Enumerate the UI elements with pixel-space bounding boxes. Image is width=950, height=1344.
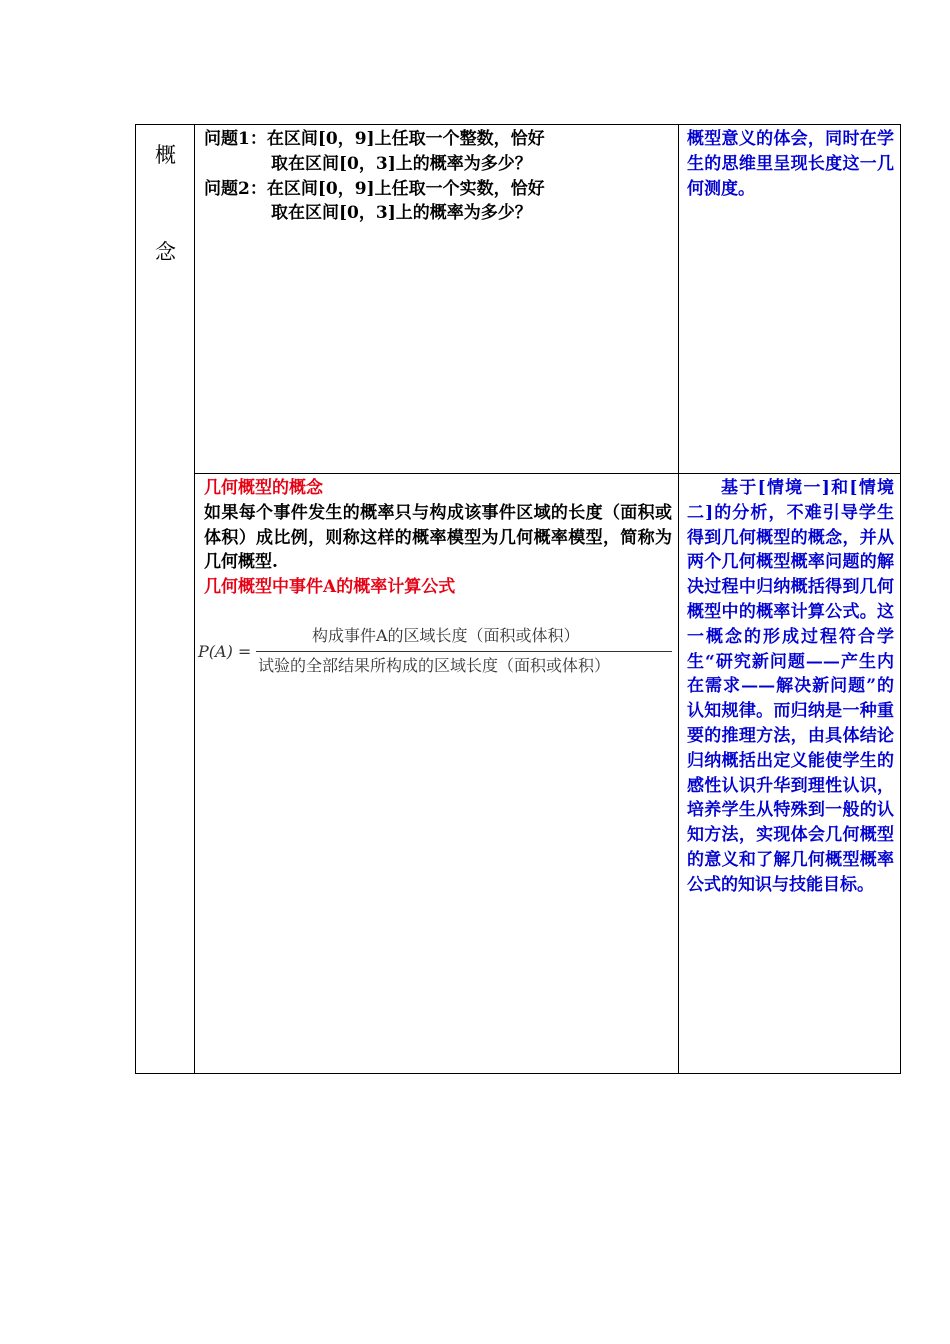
formula-numerator: 构成事件A的区域长度（面积或体积） xyxy=(312,625,580,645)
design-note-1: 概型意义的体会，同时在学生的思维里呈现长度这一几何测度。 xyxy=(687,129,894,199)
section-label-cell xyxy=(136,125,195,1074)
formula-fraction-bar xyxy=(256,651,672,652)
section-label-char-2: 念 xyxy=(155,240,176,264)
design-note-cell-2 xyxy=(679,474,901,1074)
design-note-2: 基于[情境一]和[情境二]的分析，不难引导学生得到几何概型的概念，并从两个几何概型概率问题的解决过程中归纳概括得到几何概型中的概率计算公式。这一概念的形成过程符合学生“研究新问题——产生内在需求——解决新问题”的认知规律。而归纳是一种重要的推理方法，由具体结论归纳概括出定义能使学生的感性认识升华到理性认识，培养学生从特殊到一般的认知方法，实现体会几何概型的意义和了解几何概型概率公式的知识与技能目标。 xyxy=(687,478,894,895)
table-row-problems xyxy=(136,125,901,474)
probability-formula xyxy=(198,624,672,680)
concept-cell xyxy=(195,474,679,1074)
problems-cell xyxy=(195,125,679,474)
problem-1-line-2: 取在区间[0，3]上的概率为多少？ xyxy=(271,153,532,174)
problem-2-line-2: 取在区间[0，3]上的概率为多少？ xyxy=(271,203,532,224)
concept-heading: 几何概型的概念 xyxy=(204,478,323,498)
concept-definition: 如果每个事件发生的概率只与构成该事件区域的长度（面积或体积）成比例，则称这样的概率模型为几何概率模型，简称为几何概型. xyxy=(204,502,672,573)
formula-heading: 几何概型中事件A的概率计算公式 xyxy=(204,577,456,598)
lesson-plan-table xyxy=(135,124,901,1074)
formula-lhs: P(A) = xyxy=(198,641,252,661)
formula-denominator: 试验的全部结果所构成的区域长度（面积或体积） xyxy=(258,655,611,675)
problem-2-line-1: 问题2：在区间[0，9]上任取一个实数，恰好 xyxy=(204,178,545,199)
problem-1-line-1: 问题1：在区间[0，9]上任取一个整数，恰好 xyxy=(204,129,545,149)
section-label-char-1: 概 xyxy=(155,143,176,167)
design-note-cell-1 xyxy=(679,125,901,474)
table-row-concept xyxy=(136,474,901,1074)
